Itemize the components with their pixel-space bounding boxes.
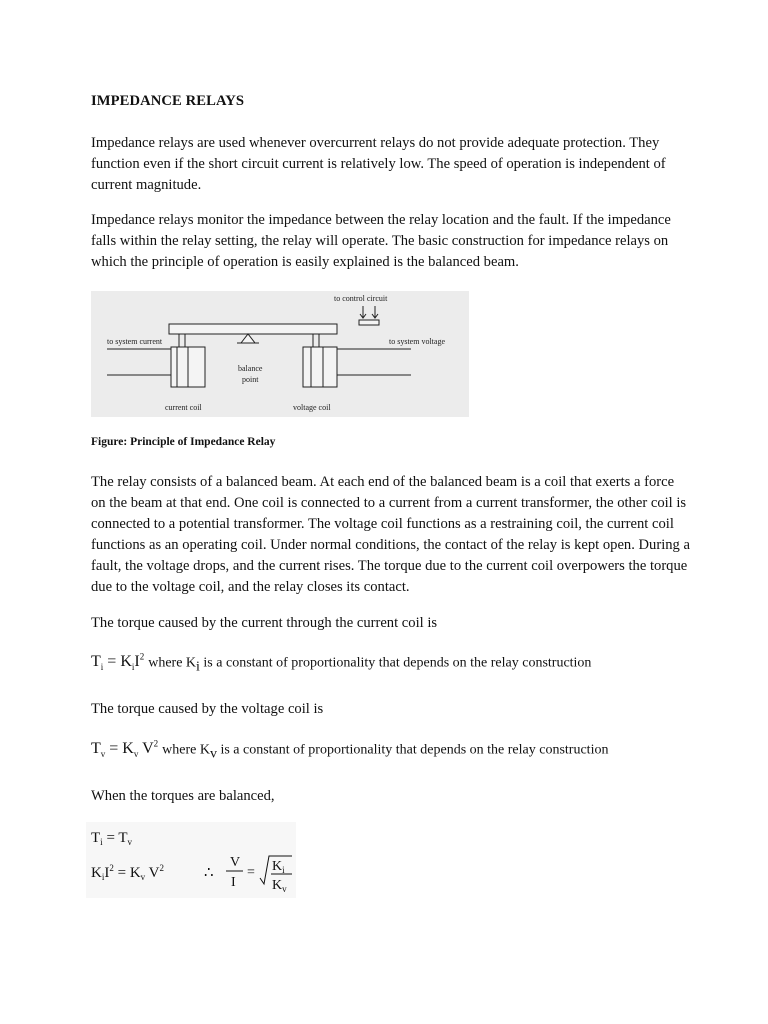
label-current-coil: current coil [165, 403, 202, 412]
label-point: point [242, 375, 259, 384]
svg-text:∴: ∴ [204, 865, 214, 881]
paragraph-construction: The relay consists of a balanced beam. At each end of the balanced beam is a coil that exerts a force on the beam at that end. One coil is connected to a current from a current transformer, the other coil is connected to a potential transformer. The voltage coil functions as a restraining coil, the current coil functions as an operating coil. Under normal conditions, the contact of the relay is kept open. During a fault, the voltage drops, and the current rises. The torque due to the current coil overpowers the torque due to the voltage coil, and the relay closes its contact. [91, 474, 690, 595]
balanced-beam-diagram [91, 291, 469, 417]
label-balance: balance [238, 364, 263, 373]
balanced-equations [86, 822, 296, 898]
svg-text:I: I [231, 875, 236, 890]
svg-text:Kv: $K_v$ [272, 878, 287, 894]
voltage-coil [303, 347, 337, 387]
label-to-control-circuit: to control circuit [334, 294, 388, 303]
equation-current-torque: $T_i = K_iI^2$ where $K_i$ is a constant of proportionality that depends on the relay construction [91, 652, 592, 675]
eq1-formula: $T_i = K_iI^2$ [91, 652, 145, 673]
label-voltage-coil: voltage coil [293, 403, 331, 412]
eq1-text: where K [148, 655, 197, 671]
equation-block-balanced [86, 822, 296, 898]
paragraph-current-torque: The torque caused by the current through the current coil is [91, 615, 438, 631]
eq2-text: where K [162, 742, 210, 758]
beam [169, 324, 337, 334]
svg-text:KiI2 = Kv V2: $K_iI^2 = K_v$ $V^2$ [91, 863, 164, 882]
svg-text:V: V [230, 855, 241, 870]
equation-voltage-torque: $T_v = K_v$ $V^2$ where $K_v$ is a constant of proportionality that depends on the relay construction [91, 739, 609, 762]
contact [359, 320, 379, 325]
paragraph-intro: Impedance relays are used whenever overcurrent relays do not provide adequate protection. They function even if the short circuit current is relatively low. The speed of operation is independent of current magnitude. [91, 135, 666, 193]
label-to-system-voltage: to system voltage [389, 337, 445, 346]
figure-caption: Figure: Principle of Impedance Relay [91, 436, 276, 448]
svg-text:Ki: $K_i$ [272, 859, 285, 875]
svg-text:=: = [247, 865, 255, 880]
eq2-formula: $T_v = K_v$ $V^2$ [91, 739, 159, 760]
paragraph-principle: Impedance relays monitor the impedance between the relay location and the fault. If the impedance falls within the relay setting, the relay will operate. The basic construction for impedance relays on which the principle of operation is easily explained is the balanced beam. [91, 212, 671, 270]
page-title: IMPEDANCE RELAYS [91, 93, 245, 109]
paragraph-balanced: When the torques are balanced, [91, 788, 275, 804]
paragraph-voltage-torque: The torque caused by the voltage coil is [91, 701, 324, 717]
figure-impedance-relay [91, 291, 469, 417]
label-to-system-current: to system current [107, 337, 163, 346]
pivot [241, 334, 255, 343]
svg-text:Ti = Tv: $T_i = T_v$ [91, 830, 133, 847]
